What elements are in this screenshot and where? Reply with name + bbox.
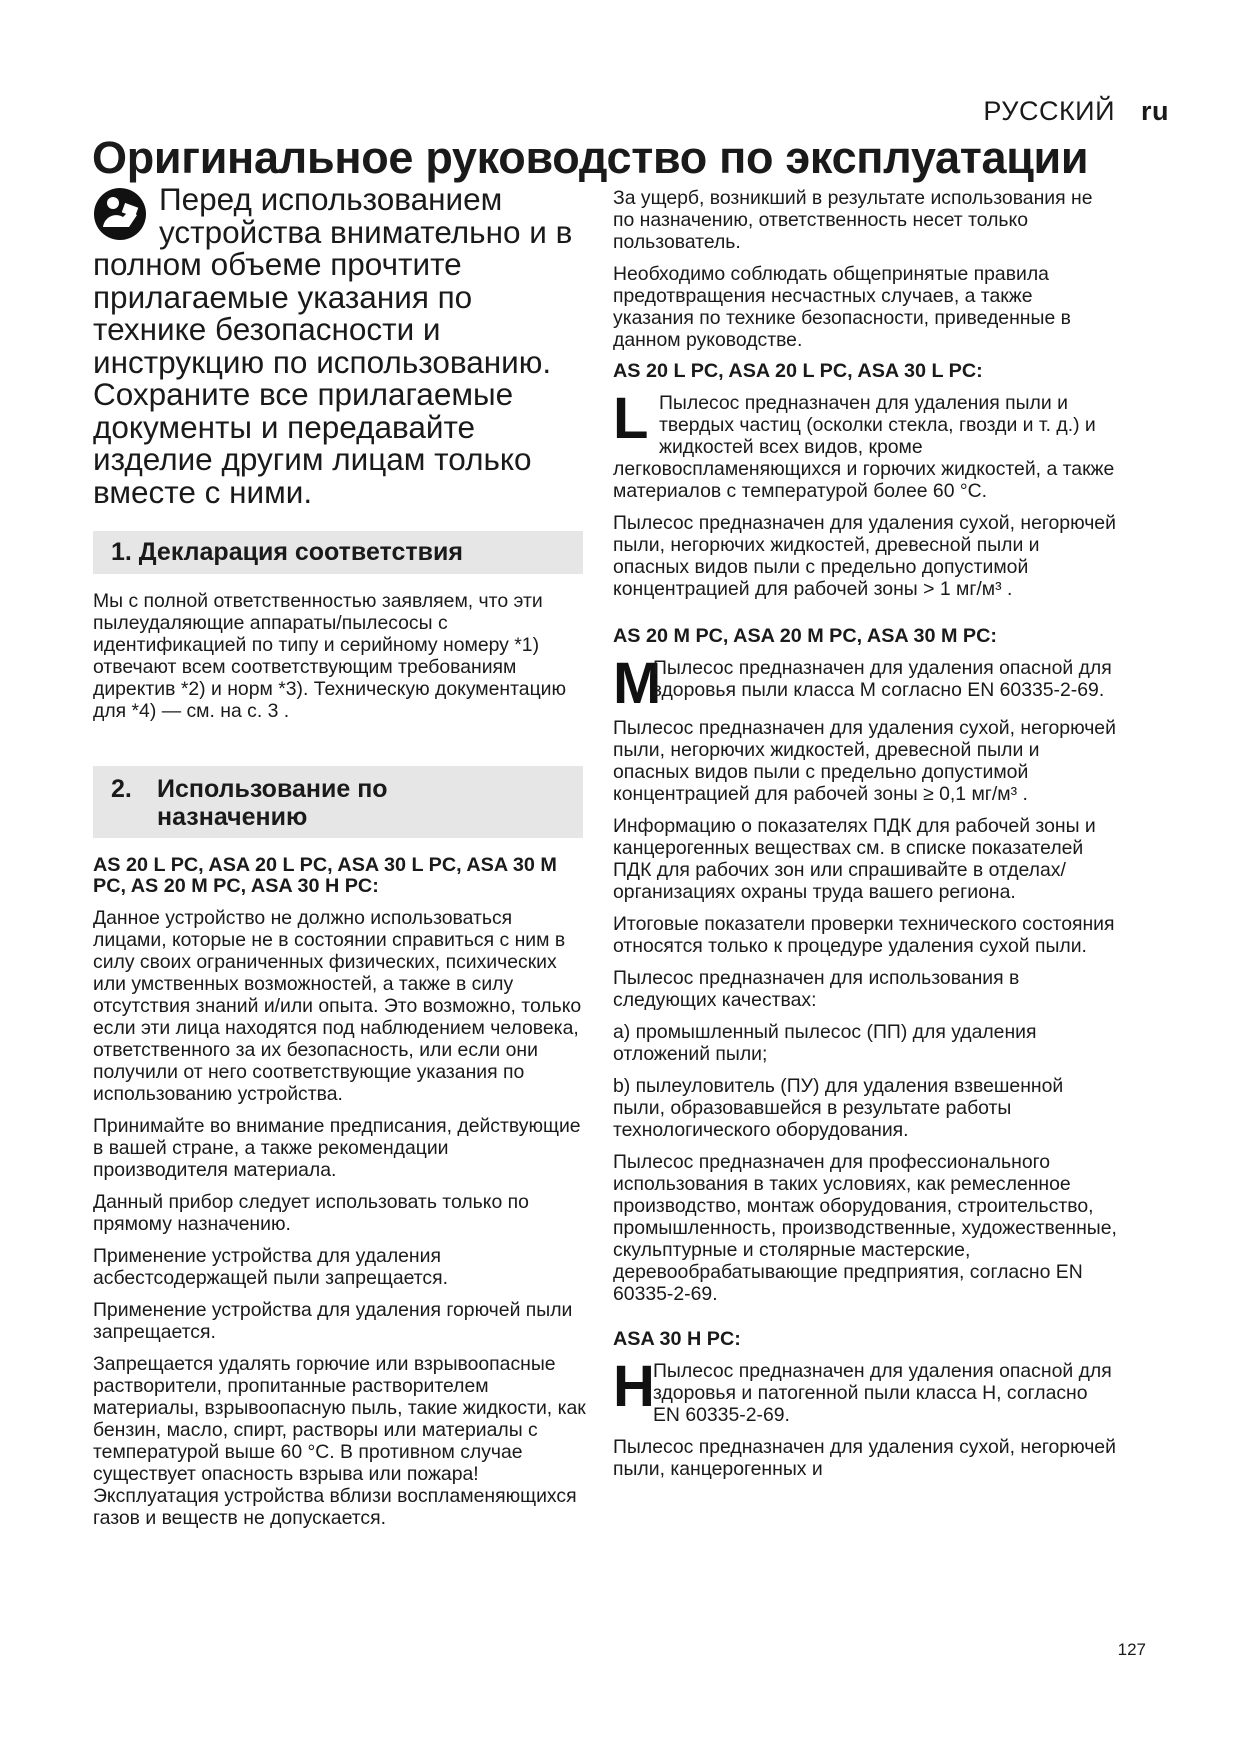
liability-paragraph: За ущерб, возникший в результате использования не по назначению, ответственность несет только пользователь. [613, 187, 1093, 253]
section1-heading: 1. Декларация соответствия [93, 531, 583, 574]
usage-paragraph: Применение устройства для удаления асбестсодержащей пыли запрещается. [93, 1245, 448, 1289]
intro-text: Перед использованием устройства внимательно и в полном объеме прочтите прилагаемые указания по технике безопасности и инструкцию по использованию. Сохраните все прилагаемые документы и передавайте изделие другим лицам только вместе с ними. [93, 181, 573, 510]
right-column [613, 187, 1118, 1490]
m-class-paragraph: Пылесос предназначен для профессионального использования в таких условиях, как ремесленное производство, монтаж оборудования, строительство, промышленность, производственные, художественные, скульптурные и столярные мастерские, деревообрабатывающие предприятия, согласно EN 60335-2-69. [613, 1151, 1117, 1305]
m-class-text: Пылесос предназначен для удаления опасной для здоровья пыли класса M согласно EN 60335-2-69. [653, 657, 1112, 701]
section2-number: 2. [111, 775, 132, 803]
page-title: Оригинальное руководство по эксплуатации [92, 132, 1089, 183]
l-class-text: Пылесос предназначен для удаления пыли и твердых частиц (осколки стекла, гвозди и т. д.) и жидкостей всех видов, кроме легковоспламеняющихся и горючих жидкостей, а также материалов с температурой более 60 °C. [613, 392, 1115, 502]
m-class-letter: M [613, 657, 662, 707]
language-name: РУССКИЙ [983, 96, 1115, 126]
h-class-block [613, 1360, 1118, 1426]
section2-heading-line1: Использование по [157, 775, 388, 803]
m-class-paragraph: Пылесос предназначен для использования в следующих качествах: [613, 967, 1020, 1011]
usage-paragraph: Данный прибор следует использовать только по прямому назначению. [93, 1191, 529, 1235]
safety-paragraph: Необходимо соблюдать общепринятые правила предотвращения несчастных случаев, а также указания по технике безопасности, приведенные в данном руководстве. [613, 263, 1071, 351]
l-class-letter: L [613, 386, 649, 451]
intro-block [93, 183, 593, 508]
m-class-paragraph: Информацию о показателях ПДК для рабочей зоны и канцерогенных веществах см. в списке показателей ПДК для рабочих зон или спрашивайте в отделах/организациях охраны труда вашего региона. [613, 815, 1096, 903]
l-class-paragraph: Пылесос предназначен для удаления сухой, негорючей пыли, негорючих жидкостей, древесной пыли и опасных видов пыли с предельно допустимой концентрацией для рабочей зоны > 1 мг/м³ . [613, 512, 1116, 600]
m-class-block [613, 657, 1118, 707]
section2-heading-wrap [93, 766, 588, 838]
m-class-heading: AS 20 M PC, ASA 20 M PC, ASA 30 M PC: [613, 625, 997, 647]
section2-heading-line2: назначению [157, 803, 308, 831]
m-class-paragraph: a) промышленный пылесос (ПП) для удаления отложений пыли; [613, 1021, 1037, 1065]
h-class-paragraph: Пылесос предназначен для удаления сухой, негорючей пыли, канцерогенных и [613, 1436, 1116, 1480]
m-class-paragraph: Итоговые показатели проверки технического состояния относятся только к процедуре удаления сухой пыли. [613, 913, 1115, 957]
h-class-text: Пылесос предназначен для удаления опасной для здоровья и патогенной пыли класса H, согласно EN 60335-2-69. [653, 1360, 1112, 1426]
section2-body [93, 855, 588, 1539]
usage-paragraph: Данное устройство не должно использоваться лицами, которые не в состоянии справиться с ним в силу своих ограниченных физических, психических или умственных возможностей, а также в силу отсутствия знаний и/или опыта. Это возможно, только если эти лица находятся под наблюдением человека, ответственного за их безопасность, или если они получили от него соответствующие указания по использованию устройства. [93, 907, 582, 1105]
h-class-letter: H [613, 1360, 655, 1419]
read-manual-icon [93, 187, 147, 241]
section1-body [93, 590, 588, 732]
m-class-paragraph: Пылесос предназначен для удаления сухой, негорючей пыли, негорючих жидкостей, древесной пыли и опасных видов пыли с предельно допустимой концентрацией для рабочей зоны ≥ 0,1 мг/м³ . [613, 717, 1116, 805]
language-code: ru [1141, 96, 1169, 126]
declaration-text: Мы с полной ответственностью заявляем, что эти пылеудаляющие аппараты/пылесосы с идентификацией по типу и серийному номеру *1) отвечают всем соответствующим требованиям директив *2) и норм *3). Техническую документацию для *4) — см. на с. 3 . [93, 590, 567, 722]
usage-paragraph: Запрещается удалять горючие или взрывоопасные растворители, пропитанные растворителем материалы, взрывоопасную пыль, такие жидкости, как бензин, масло, спирт, растворы или материалы с температурой выше 60 °C. В противном случае существует опасность взрыва или пожара! Эксплуатация устройства вблизи воспламеняющихся газов и веществ не допускается. [93, 1353, 586, 1529]
section1-heading-wrap [93, 531, 588, 574]
m-class-paragraph: b) пылеуловитель (ПУ) для удаления взвешенной пыли, образовавшейся в результате работы технологического оборудования. [613, 1075, 1064, 1141]
usage-paragraph: Применение устройства для удаления горючей пыли запрещается. [93, 1299, 573, 1343]
l-class-heading: AS 20 L PC, ASA 20 L PC, ASA 30 L PC: [613, 360, 983, 382]
h-class-heading: ASA 30 H PC: [613, 1328, 741, 1350]
usage-paragraph: Принимайте во внимание предписания, действующие в вашей стране, а также рекомендации производителя материала. [93, 1115, 581, 1181]
section2-models: AS 20 L PC, ASA 20 L PC, ASA 30 L PC, ASA 30 M PC, AS 20 M PC, ASA 30 H PC: [93, 854, 557, 897]
page-number: 127 [1117, 1640, 1146, 1659]
language-label [983, 96, 1169, 127]
section2-heading [93, 766, 583, 838]
l-class-block [613, 386, 1118, 502]
